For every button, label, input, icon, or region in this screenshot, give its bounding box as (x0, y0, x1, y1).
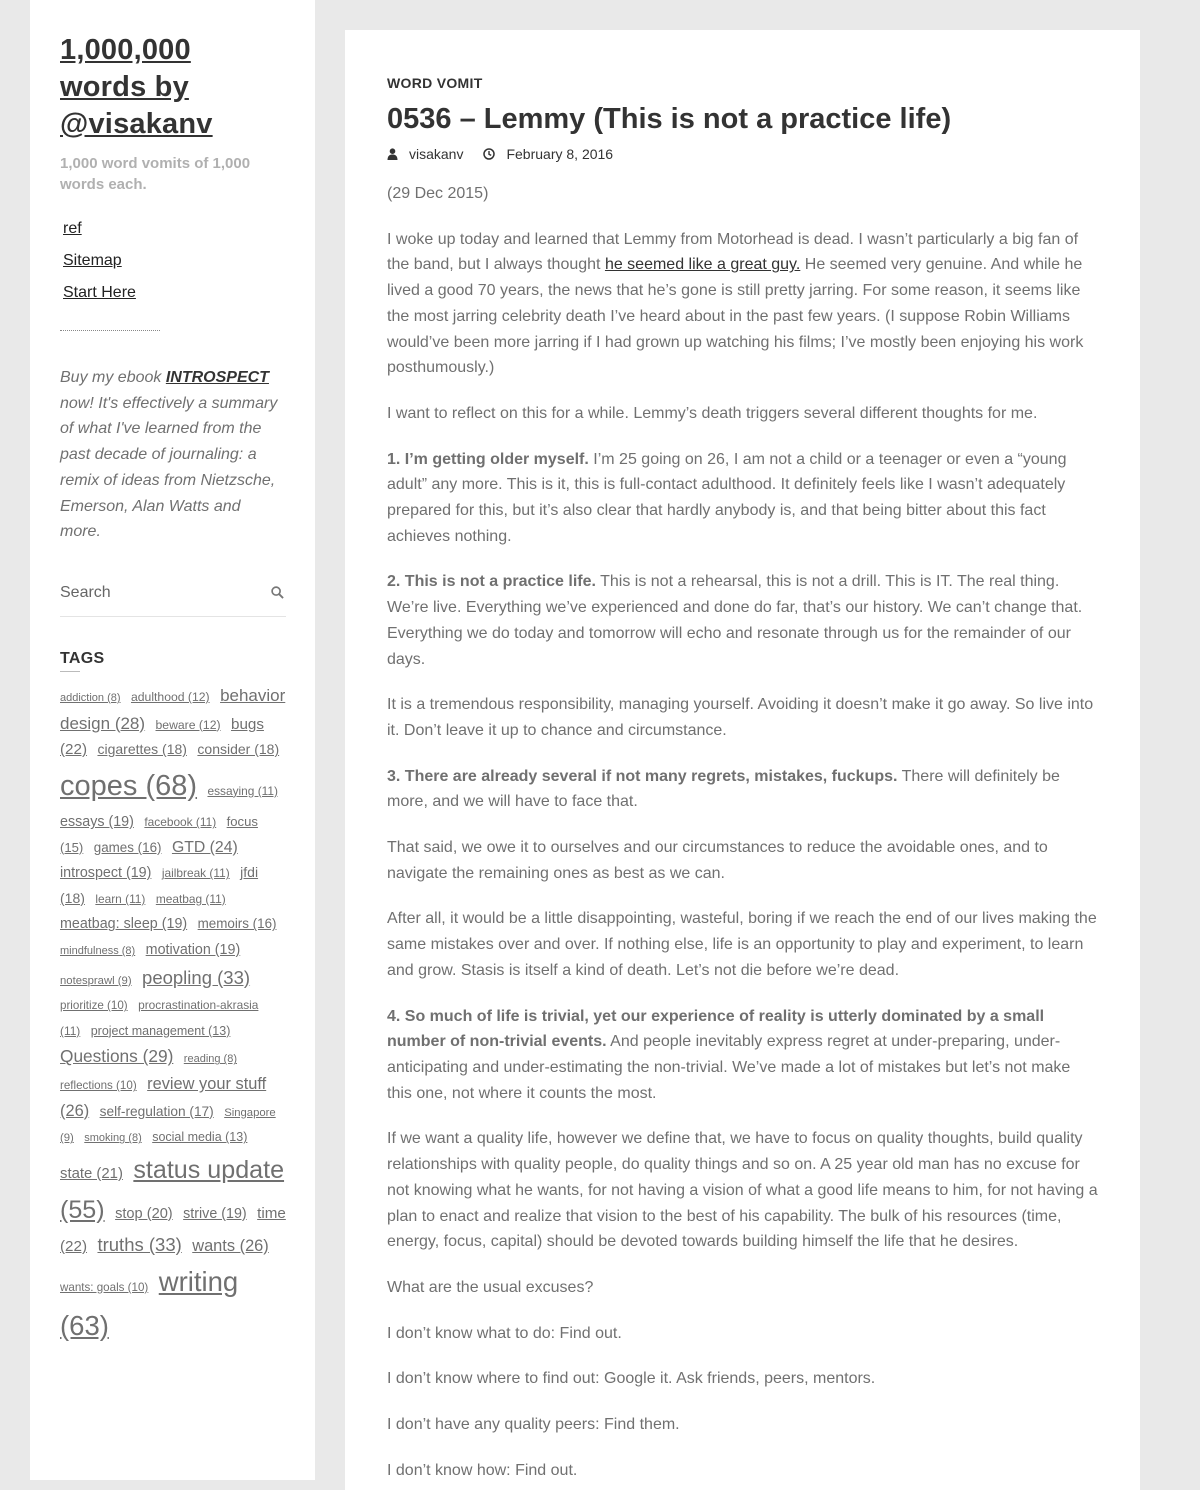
paragraph-text: If we want a quality life, however we define that, we have to focus on quality thoughts, build quality relationships with quality people, do quality things and so on. A 25 year old man has no excuse for not knowing what he wants, for not having a vision of what a good life means to him, for not having a plan to enact and realize that vision to the best of his capability. The bulk of his resources (time, energy, focus, capital) should be devoted towards building himself the life that he desires. (387, 1130, 1098, 1251)
paragraph-heading: 1. I’m getting older myself. (387, 450, 589, 468)
paragraph-text: I want to reflect on this for a while. Lemmy’s death triggers several different thoughts for me. (387, 404, 1038, 422)
tag-link[interactable]: procrastination-akrasia (11) (60, 998, 259, 1038)
paragraph-text: I don’t know how: Find out. (387, 1461, 578, 1479)
tag-link[interactable]: Singapore (9) (60, 1106, 276, 1145)
tag-link[interactable]: reflections (10) (60, 1079, 137, 1093)
post-paragraph (387, 181, 1098, 207)
sidebar (30, 0, 315, 1480)
tag-link[interactable]: wants: goals (10) (60, 1280, 149, 1294)
post-paragraph (387, 906, 1098, 983)
post-meta (387, 146, 1098, 162)
search-input[interactable] (60, 578, 260, 602)
post-article (345, 30, 1140, 1483)
post-paragraph (387, 1275, 1098, 1301)
paragraph-heading: 2. This is not a practice life. (387, 573, 596, 591)
paragraph-text: I don’t have any quality peers: Find them. (387, 1416, 680, 1434)
tag-link[interactable]: social media (13) (152, 1130, 248, 1145)
paragraph-text: What are the usual excuses? (387, 1278, 594, 1296)
tag-link[interactable]: reading (8) (183, 1053, 237, 1066)
tag-link[interactable]: status update (55) (60, 1155, 285, 1225)
tags-heading: TAGS (60, 650, 285, 672)
paragraph-text: And people inevitably express regret at under-preparing, under-anticipating and under-estimating the non-trivial. We’ve made a lot of mistakes but let’s not make this one, not where it counts the most. (387, 1033, 1071, 1102)
tag-link[interactable]: motivation (19) (145, 942, 241, 959)
tag-link[interactable]: project management (13) (90, 1023, 231, 1038)
tag-link[interactable]: learn (11) (95, 891, 146, 906)
tag-link[interactable]: meatbag (11) (155, 891, 226, 906)
tag-link[interactable]: adulthood (12) (131, 689, 210, 704)
tag-link[interactable]: Questions (29) (60, 1046, 174, 1067)
paragraph-text: I don’t know where to find out: Google it. Ask friends, peers, mentors. (387, 1370, 876, 1388)
nav-link-sitemap[interactable]: Sitemap (63, 252, 122, 269)
tag-link[interactable]: consider (18) (197, 741, 280, 758)
site-tagline: 1,000 word vomits of 1,000 words each. (60, 155, 251, 193)
post-author-link[interactable]: visakanv (409, 146, 464, 162)
search-form (60, 578, 286, 617)
tag-link[interactable]: jailbreak (11) (161, 866, 230, 881)
paragraph-text: (29 Dec 2015) (387, 185, 489, 202)
post-body (387, 181, 1098, 1483)
tag-link[interactable]: behavior design (28) (60, 685, 286, 733)
tag-link[interactable]: prioritize (10) (60, 999, 128, 1013)
promo-text-before: Buy my ebook (60, 369, 166, 386)
main-content (345, 30, 1140, 1490)
paragraph-heading: 4. So much of life is trivial, yet our experience of reality is utterly dominated by a small number of non-trivial events. (387, 1007, 1045, 1051)
tag-link[interactable]: peopling (33) (142, 966, 251, 988)
paragraph-text: There will definitely be more, and we will have to face that. (387, 767, 1060, 811)
tag-link[interactable]: bugs (22) (60, 715, 264, 759)
tag-link[interactable]: cigarettes (18) (97, 741, 187, 758)
tag-link[interactable]: time (22) (60, 1205, 286, 1256)
paragraph-text: I don’t know what to do: Find out. (387, 1324, 622, 1342)
tag-link[interactable]: self-regulation (17) (99, 1103, 214, 1119)
nav-link-start-here[interactable]: Start Here (63, 284, 136, 301)
paragraph-text: He seemed very genuine. And while he lived a good 70 years, the news that he’s gone is still pretty jarring. For some reason, it seems like the most jarring celebrity death I’ve heard about in the past few years. (I suppose Robin Williams would’ve been more jarring if I had grown up watching his films; I’ve mostly been enjoying his work posthumously.) (387, 256, 1084, 377)
post-paragraph (387, 447, 1098, 550)
paragraph-text: It is a tremendous responsibility, managing yourself. Avoiding it doesn’t make it go away. So live into it. Don’t leave it up to chance and circumstance. (387, 696, 1094, 739)
tag-link[interactable]: truths (33) (97, 1234, 182, 1256)
nav-link-ref[interactable]: ref (63, 220, 82, 237)
tag-link[interactable]: state (21) (60, 1165, 123, 1182)
user-icon (387, 148, 398, 160)
post-paragraph (387, 1126, 1098, 1255)
post-paragraph (387, 1366, 1098, 1392)
tag-link[interactable]: jfdi (18) (60, 864, 259, 906)
promo-text-after: now! It's effectively a summary of what I've learned from the past decade of journaling: a remix of ideas from Nietzsche, Emerson, Alan Watts and more. (60, 394, 278, 541)
tag-link[interactable]: introspect (19) (60, 865, 152, 882)
inline-link[interactable]: he seemed like a great guy. (604, 256, 801, 274)
tag-link[interactable]: wants (26) (192, 1237, 269, 1256)
paragraph-text: After all, it would be a little disappointing, wasteful, boring if we reach the end of our lives making the same mistakes over and over. If nothing else, life is an opportunity to play and experiment, to learn and grow. Stasis is itself a kind of death. Let’s not die before we’re dead. (387, 910, 1097, 979)
paragraph-text: This is not a rehearsal, this is not a drill. This is IT. The real thing. We’re live. Everything we’ve experienced and done do far, that’s our history. We can’t change that. Everything we do today and tomorrow will echo and resonate through us for the remainder of our days. (387, 573, 1083, 668)
search-icon[interactable] (271, 586, 284, 599)
paragraph-heading: 3. There are already several if not many regrets, mistakes, fuckups. (387, 767, 898, 785)
post-paragraph (387, 569, 1098, 672)
sidebar-nav (60, 217, 285, 304)
clock-icon (483, 148, 495, 160)
post-paragraph (387, 1412, 1098, 1438)
paragraph-text: That said, we owe it to ourselves and our circumstances to reduce the avoidable ones, and to navigate the remaining ones as best as we can. (387, 839, 1048, 882)
tag-cloud (60, 682, 286, 1348)
tag-link[interactable]: games (16) (93, 839, 162, 855)
post-paragraph (387, 1321, 1098, 1347)
tag-link[interactable]: facebook (11) (144, 815, 217, 830)
post-paragraph (387, 692, 1098, 743)
post-date-text: February 8, 2016 (506, 146, 614, 162)
post-paragraph (387, 227, 1098, 381)
post-date (483, 146, 613, 162)
site-title-link[interactable]: 1,000,000 words by @visakanv (60, 34, 213, 140)
tag-link[interactable]: meatbag: sleep (19) (60, 916, 188, 933)
post-paragraph (387, 1004, 1098, 1107)
ebook-promo (60, 365, 285, 545)
introspect-ebook-link[interactable]: INTROSPECT (165, 369, 269, 386)
post-title: 0536 – Lemmy (This is not a practice life) (387, 103, 952, 135)
tag-link[interactable]: smoking (8) (84, 1132, 142, 1145)
tag-link[interactable]: copes (68) (60, 769, 198, 802)
tag-link[interactable]: mindfulness (8) (60, 945, 136, 958)
paragraph-text: I’m 25 going on 26, I am not a child or a teenager or even a “young adult” any more. This is it, this is full-contact adulthood. It definitely feels like I wasn’t adequately prepared for this, but it’s also clear that hardly anybody is, and that being bitter about this fact achieves nothing. (387, 450, 1067, 545)
tag-link[interactable]: memoirs (16) (197, 916, 277, 932)
post-author (387, 146, 463, 162)
paragraph-text: I woke up today and learned that Lemmy from Motorhead is dead. I wasn’t particularly a big fan of the band, but I always thought (387, 230, 1079, 274)
tag-link[interactable]: essaying (11) (207, 783, 278, 798)
tag-link[interactable]: GTD (24) (171, 838, 238, 856)
tag-link[interactable]: notesprawl (9) (60, 974, 132, 987)
tag-link[interactable]: beware (12) (155, 717, 221, 732)
tag-link[interactable]: focus (15) (60, 814, 258, 855)
tag-link[interactable]: stop (20) (115, 1206, 173, 1223)
tag-link[interactable]: review your stuff (26) (60, 1075, 267, 1120)
post-category-link[interactable]: WORD VOMIT (387, 75, 483, 91)
post-paragraph (387, 764, 1098, 815)
post-paragraph (387, 835, 1098, 886)
post-paragraph (387, 401, 1098, 427)
tag-link[interactable]: essays (19) (60, 814, 134, 831)
tag-link[interactable]: writing (63) (60, 1265, 239, 1341)
sidebar-divider (60, 330, 160, 331)
tag-link[interactable]: addiction (8) (60, 691, 121, 704)
tag-link[interactable]: strive (19) (183, 1206, 247, 1223)
